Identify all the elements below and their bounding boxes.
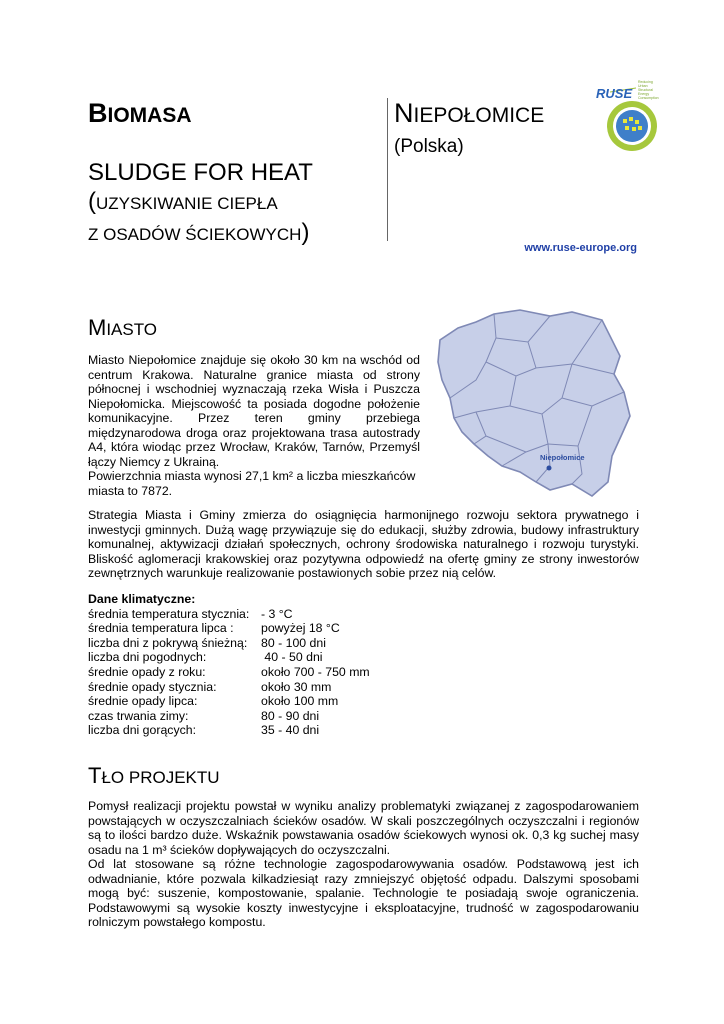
title-initial: B	[88, 98, 108, 128]
subtitle-open-paren: (	[88, 188, 96, 215]
background-para-1: Pomysł realizacji projektu powstał w wyniku analizy problematyki związanej z zagospodarowaniem powstających w oczyszczalniach ścieków osadów. W skali poszczególnych oczyszczalni i regionów są to ilości bardzo duże. Wskaźnik powstawania osadów ściekowych wynosi ok. 0,3 kg suchej masy osadu na 1 m³ ścieków dopływających do oczyszczalni.	[88, 799, 639, 857]
climate-row	[88, 650, 370, 665]
climate-label: średnia temperatura stycznia:	[88, 606, 250, 621]
climate-value: 80 - 90 dni	[261, 708, 320, 723]
climate-value: 80 - 100 dni	[261, 635, 326, 650]
climate-row	[88, 621, 370, 636]
climate-value: około 100 mm	[261, 694, 339, 709]
subtitle-line2: UZYSKIWANIE CIEPŁA	[96, 194, 278, 213]
climate-label: liczba dni gorących:	[88, 723, 196, 738]
climate-row	[88, 723, 370, 738]
city-para-3: Strategia Miasta i Gminy zmierza do osiągnięcia harmonijnego rozwoju sektora prywatnego i inwestycji gminnych. Dużą wagę przywiązuje się do edukacji, służby zdrowia, budowy infrastruktury komunalnej, aktywizacji działań społecznych, ochrony środowiska naturalnego i rozwoju turystyki. Bliskość aglomeracji krakowskiej oraz pozytywna odpowiedź na ofertę gminy ze strony inwestorów zewnętrznych warunkuje realizowanie postawionych sobie przez nią celów.	[88, 508, 639, 580]
map-city-label: Niepołomice	[540, 453, 585, 462]
city-strategy	[88, 508, 639, 581]
section-heading-city	[88, 315, 157, 341]
country-name: (Polska)	[394, 136, 464, 157]
climate-value: 35 - 40 dni	[261, 723, 320, 738]
poland-map	[432, 306, 640, 502]
ruse-logo	[596, 80, 660, 156]
logo-tagline: Reducing Urban Structural Energy Consumption	[638, 80, 659, 100]
climate-label: średnie opady z roku:	[88, 664, 206, 679]
city-rest: IEPOŁOMICE	[413, 104, 545, 127]
city-para-1: Miasto Niepołomice znajduje się około 30 km na wschód od centrum Krakowa. Naturalne granice miasta od strony północnej i wschodniej wyznaczają rzeka Wisła i Puszcza Niepołomicka. Miejscowość ta posiada dogodne położenie komunikacyjne. Przez teren gminy przebiega międzynarodowa droga oraz projektowana trasa autostrady A4, która wiodąc przez Wrocław, Kraków, Tarnów, Przemyśl łączy Niemcy z Ukrainą.	[88, 353, 420, 469]
heading-background-rest: ŁO PROJEKTU	[101, 768, 220, 787]
document-subtitle	[88, 158, 313, 249]
climate-row	[88, 709, 370, 724]
climate-value: 40 - 50 dni	[261, 650, 323, 665]
climate-row	[88, 636, 370, 651]
poland-map-graphic	[432, 306, 640, 502]
subtitle-line1: SLUDGE FOR HEAT	[88, 159, 313, 186]
climate-value: około 30 mm	[261, 679, 332, 694]
subtitle-line3: Z OSADÓW ŚCIEKOWYCH	[88, 225, 302, 244]
logo-wordmark: RUSE	[596, 86, 633, 101]
climate-row	[88, 607, 370, 622]
climate-data	[88, 592, 370, 738]
climate-value: około 700 - 750 mm	[261, 664, 370, 679]
climate-row	[88, 665, 370, 680]
city-description	[88, 353, 420, 498]
climate-title: Dane klimatyczne:	[88, 592, 196, 606]
climate-label: czas trwania zimy:	[88, 708, 189, 723]
climate-value: - 3 °C	[261, 606, 293, 621]
title-rest: IOMASA	[107, 104, 192, 127]
subtitle-close-paren: )	[301, 219, 310, 246]
city-initial: N	[394, 98, 414, 128]
heading-city-rest: IASTO	[106, 320, 158, 339]
climate-label: liczba dni z pokrywą śnieżną:	[88, 635, 248, 650]
climate-label: średnie opady lipca:	[88, 694, 198, 709]
city-name	[394, 100, 544, 128]
section-heading-background	[88, 763, 220, 789]
document-title	[88, 100, 192, 128]
background-text	[88, 799, 639, 930]
city-para-2: Powierzchnia miasta wynosi 27,1 km² a liczba mieszkańców miasta to 7872.	[88, 469, 416, 498]
climate-value: powyżej 18 °C	[261, 621, 340, 636]
background-para-2: Od lat stosowane są różne technologie zagospodarowywania osadów. Podstawową jest ich odwadnianie, które pozwala kilkadziesiąt razy zmniejszyć objętość odpadu. Dalszymi sposobami mogą być: suszenie, kompostowanie, spalanie. Technologie te posiadają swoje ograniczenia. Podstawowymi są wysokie koszty inwestycyjne i eksploatacyjne, trudność w zagospodarowaniu rolniczym powstałego kompostu.	[88, 857, 639, 929]
website-link[interactable]: www.ruse-europe.org	[524, 242, 637, 254]
climate-row	[88, 694, 370, 709]
heading-background-initial: T	[88, 763, 102, 788]
climate-row	[88, 680, 370, 695]
climate-label: średnie opady stycznia:	[88, 679, 217, 694]
header-divider	[387, 98, 388, 241]
climate-label: liczba dni pogodnych:	[88, 650, 207, 665]
heading-city-initial: M	[88, 315, 107, 340]
climate-label: średnia temperatura lipca :	[88, 621, 234, 636]
